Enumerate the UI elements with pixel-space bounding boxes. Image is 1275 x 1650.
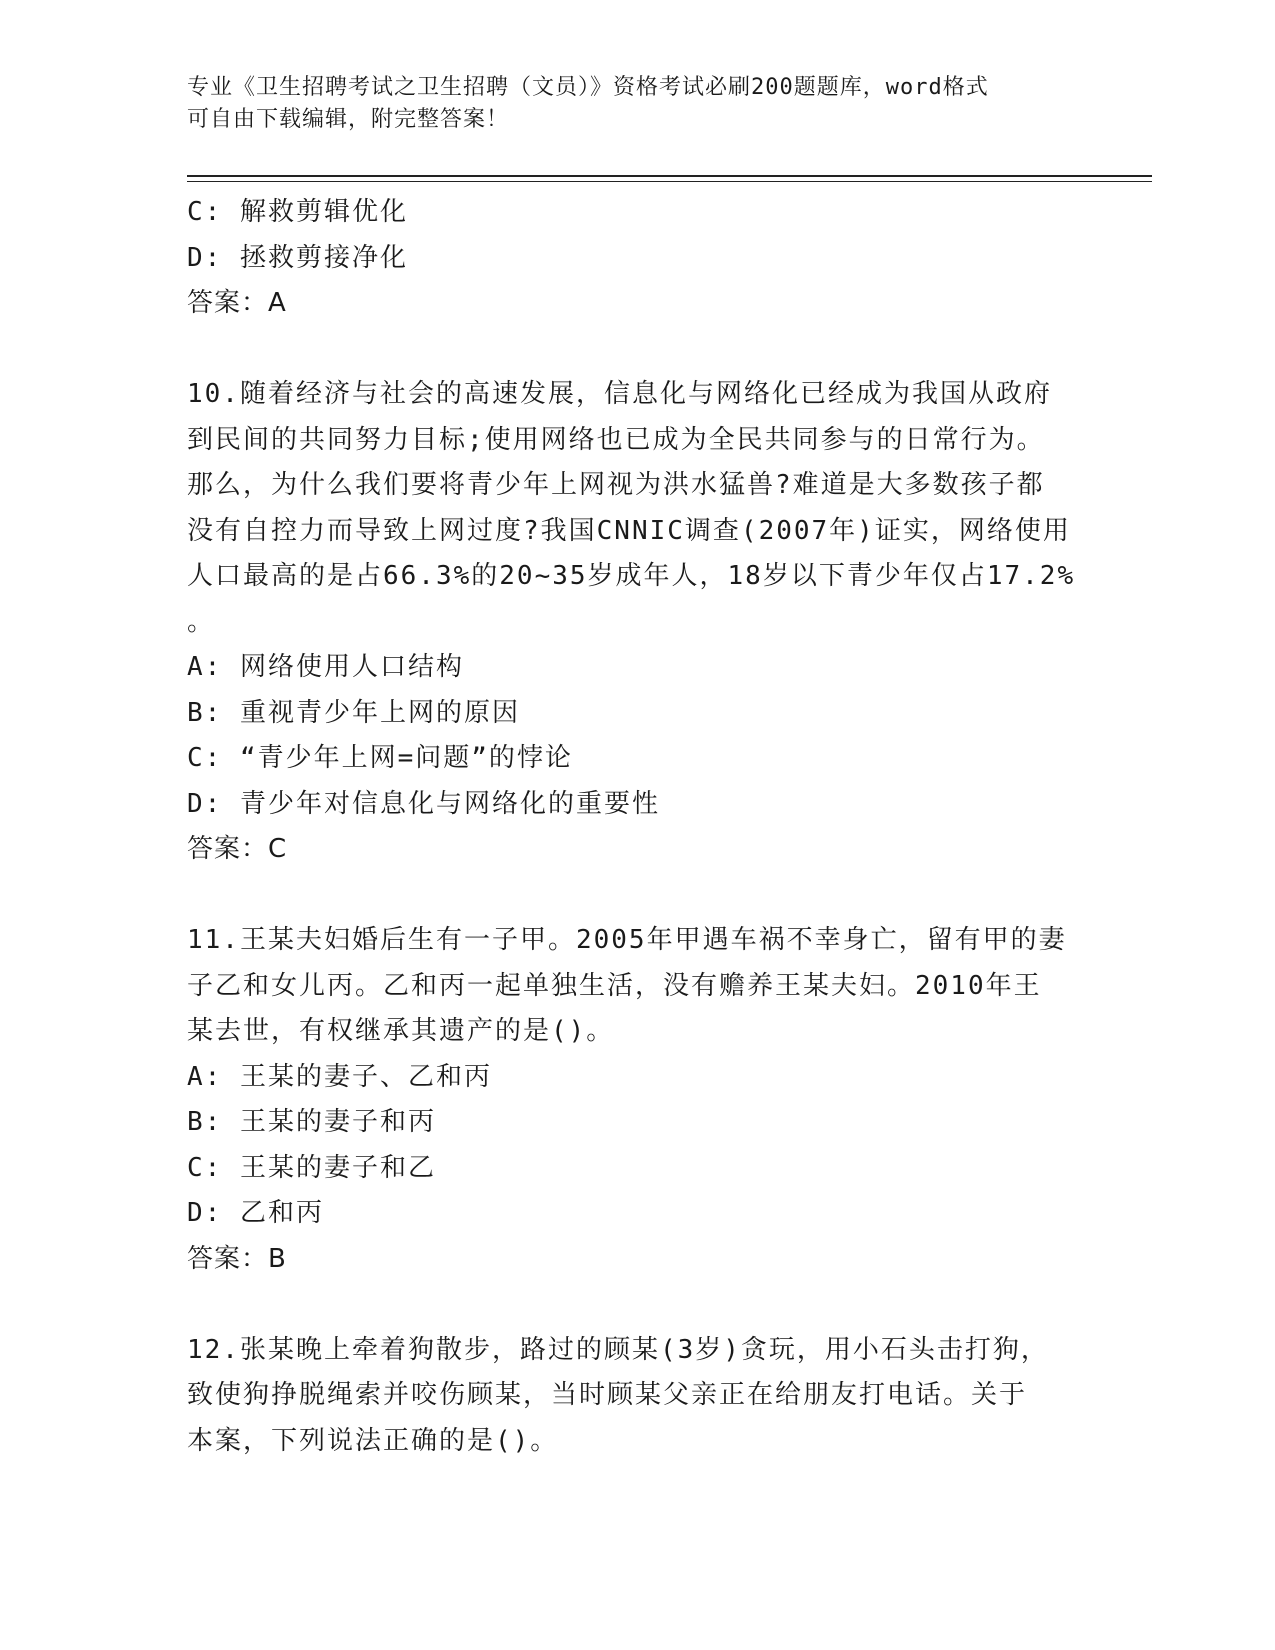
option-a: A: 王某的妻子、乙和丙 [187,1061,492,1092]
question-text-line: 没有自控力而导致上网过度?我国CNNIC调查(2007年)证实，网络使用 [187,515,1071,546]
page-header [187,72,1067,136]
spacer [187,1282,1087,1328]
question-text-line: 某去世，有权继承其遗产的是()。 [187,1016,615,1046]
question-text-line: 12.张某晚上牵着狗散步，路过的顾某(3岁)贪玩，用小石头击打狗， [187,1334,1049,1365]
option-d: D: 拯救剪接净化 [187,242,408,273]
header-title-line-2: 可自由下载编辑，附完整答案！ [187,107,510,132]
question-text-line: 子乙和女儿丙。乙和丙一起单独生活，没有赡养王某夫妇。2010年王 [187,970,1042,1001]
question-content [187,190,1087,1464]
option-c: C: 解救剪辑优化 [187,197,408,227]
answer-line: 答案：A [187,288,287,318]
question-text-line: 11.王某夫妇婚后生有一子甲。2005年甲遇车祸不幸身亡，留有甲的妻 [187,925,1067,955]
header-title-line-1: 专业《卫生招聘考试之卫生招聘（文员）》资格考试必刷200题题库，word格式 [187,75,989,100]
question-text-line: 人口最高的是占66.3%的20~35岁成年人，18岁以下青少年仅占17.2% [187,561,1076,591]
question-10 [187,372,1087,873]
spacer [187,873,1087,919]
option-d: D: 乙和丙 [187,1198,324,1228]
answer-line: 答案：B [187,1243,287,1274]
question-11 [187,918,1087,1282]
header-divider-thick [187,175,1152,177]
question-text-line: 到民间的共同努力目标;使用网络也已成为全民共同参与的日常行为。 [187,424,1045,455]
question-text-line: 那么，为什么我们要将青少年上网视为洪水猛兽?难道是大多数孩子都 [187,470,1045,500]
option-c: C: 王某的妻子和乙 [187,1152,436,1183]
question-text-line: 本案，下列说法正确的是()。 [187,1425,559,1456]
option-a: A: 网络使用人口结构 [187,652,464,682]
option-d: D: 青少年对信息化与网络化的重要性 [187,788,660,819]
option-b: B: 重视青少年上网的原因 [187,697,520,728]
option-b: B: 王某的妻子和丙 [187,1107,436,1137]
option-c: C: “青少年上网=问题”的悖论 [187,743,573,773]
spacer [187,327,1087,373]
question-9-tail [187,190,1087,327]
question-text-line: 致使狗挣脱绳索并咬伤顾某，当时顾某父亲正在给朋友打电话。关于 [187,1380,1028,1410]
header-divider-thin [187,181,1152,182]
question-text-line: 10.随着经济与社会的高速发展，信息化与网络化已经成为我国从政府 [187,379,1052,409]
question-text-line: 。 [187,606,216,637]
question-12 [187,1328,1087,1465]
answer-line: 答案：C [187,834,288,864]
